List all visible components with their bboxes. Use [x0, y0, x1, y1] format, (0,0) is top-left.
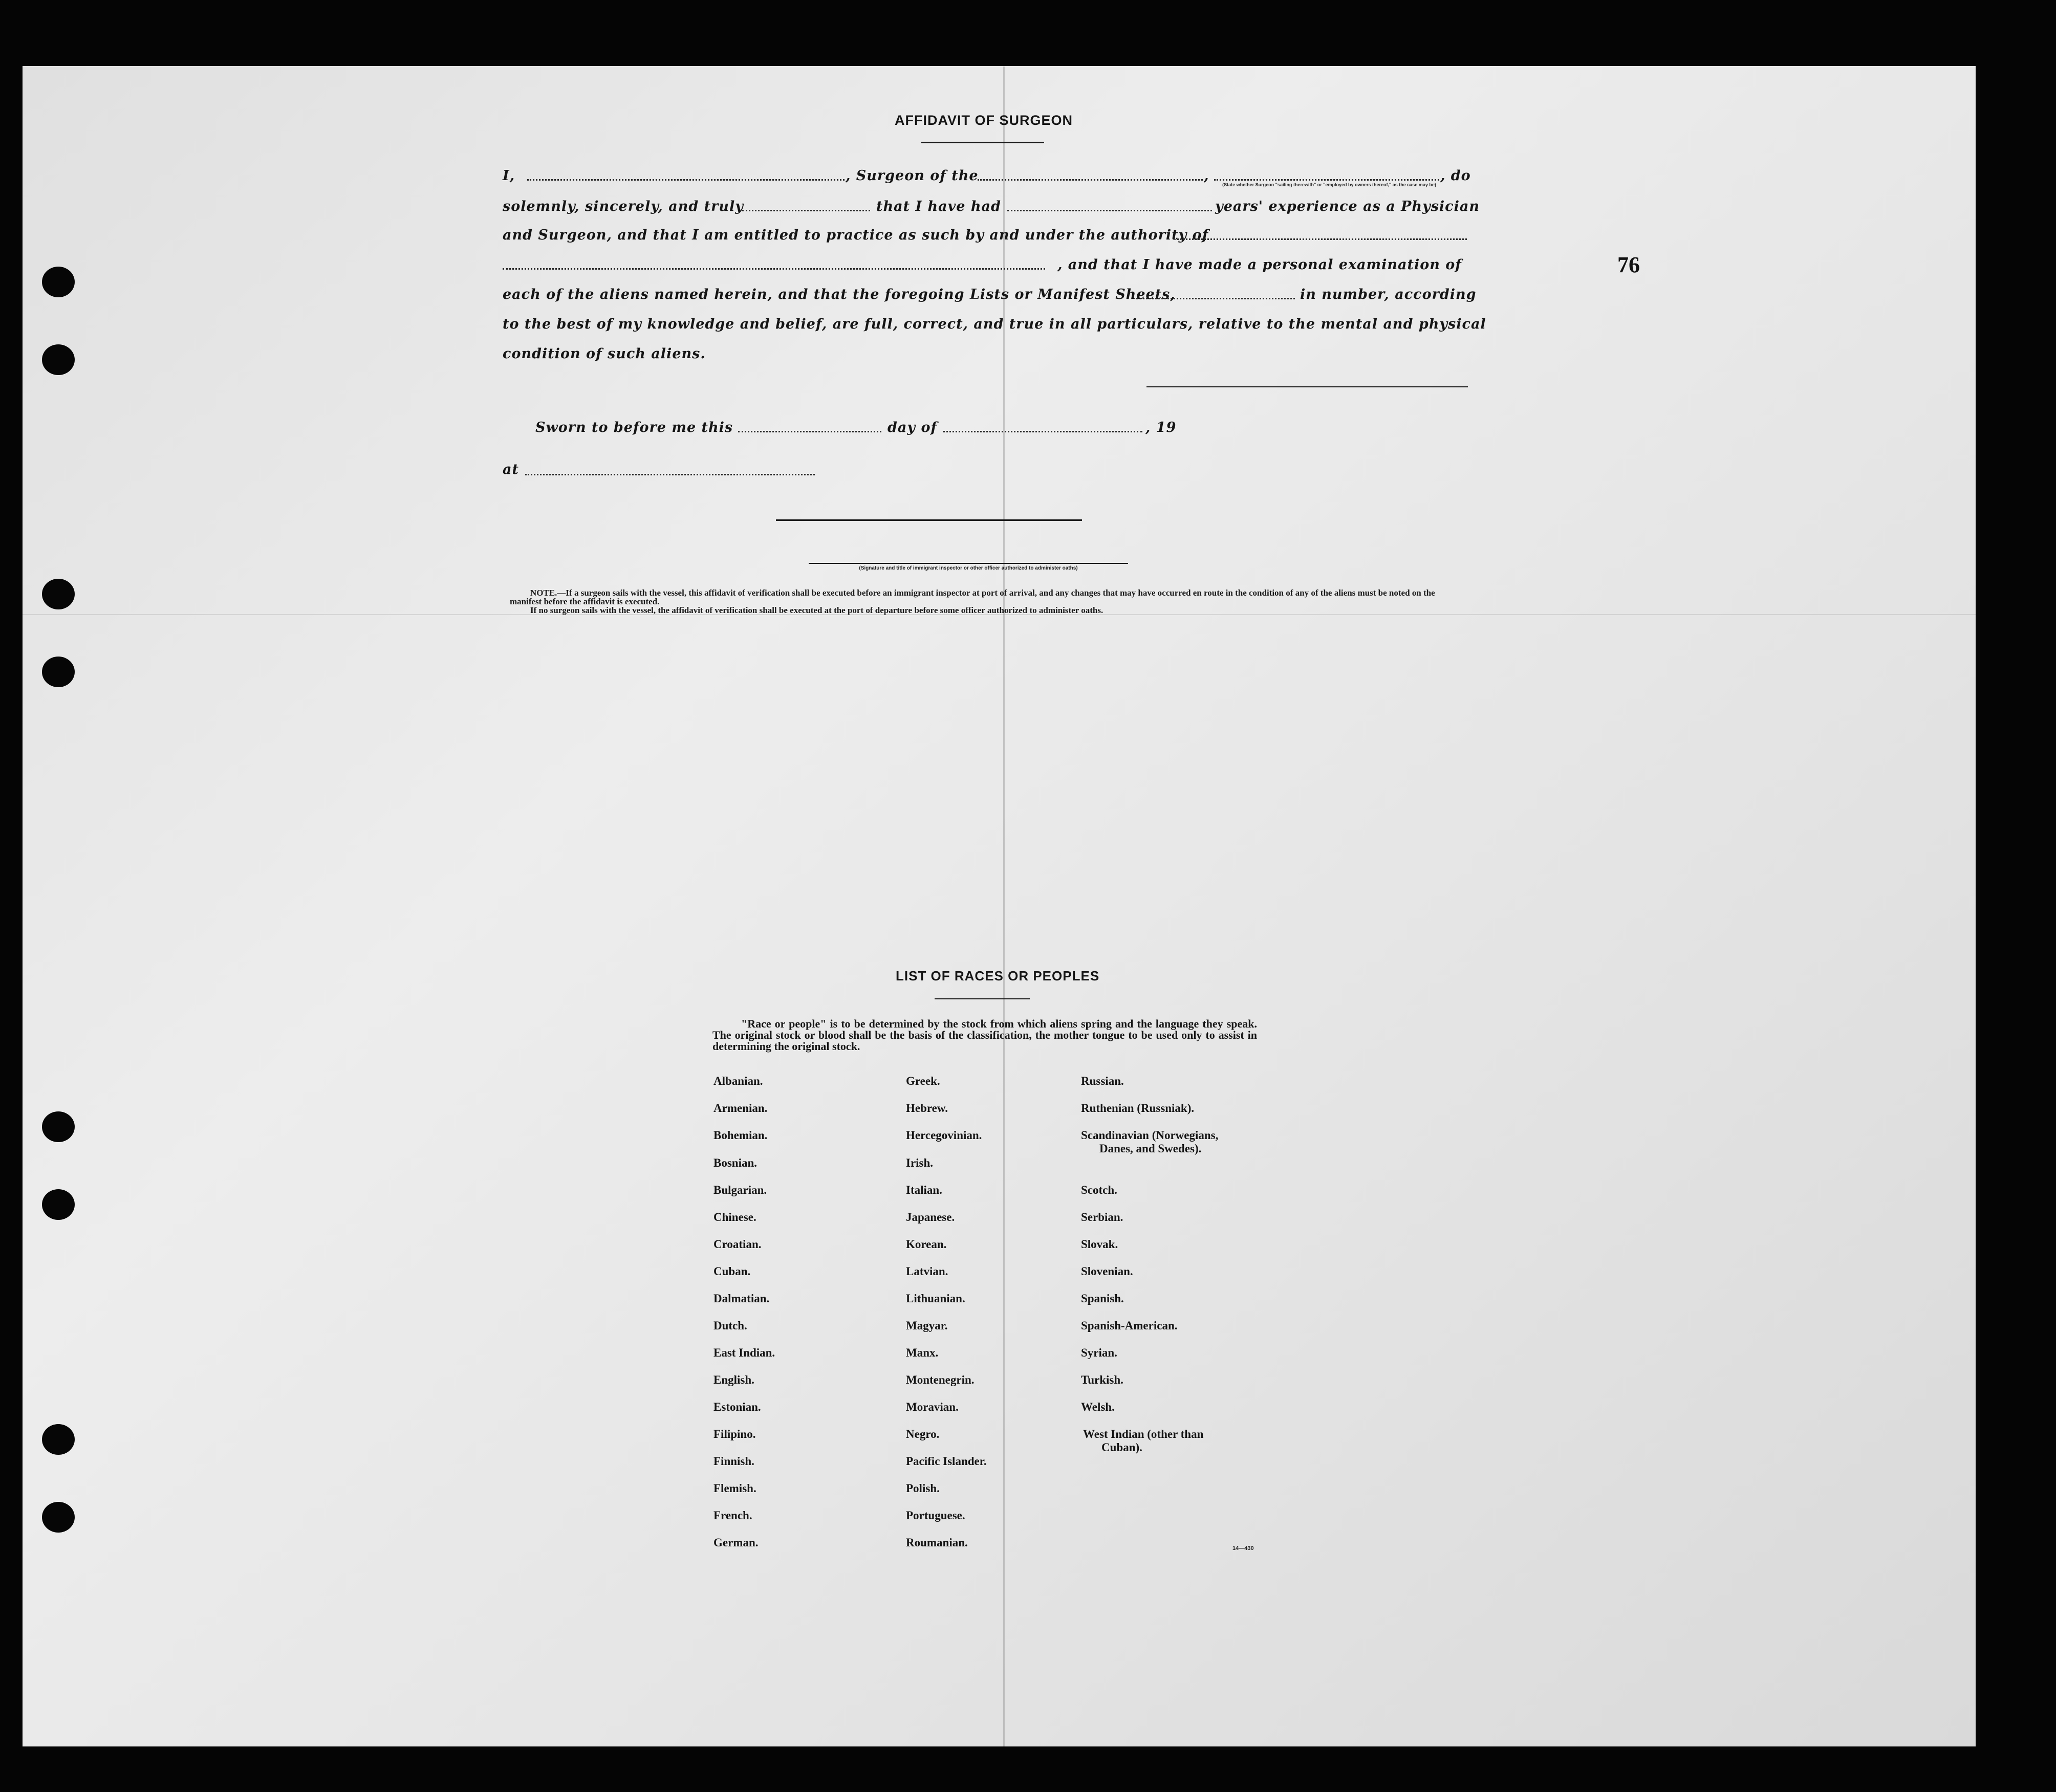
race-item: Filipino.: [713, 1428, 756, 1440]
race-item: Scotch.: [1081, 1184, 1117, 1196]
race-item: English.: [713, 1373, 754, 1386]
text-personal-examination: , and that I have made a personal examination of: [1057, 257, 1462, 273]
text-day-of: day of: [888, 420, 938, 435]
day-blank[interactable]: [738, 431, 881, 432]
race-item: Negro.: [906, 1428, 940, 1440]
race-item: Albanian.: [713, 1075, 763, 1087]
affidavit-line-1: [503, 168, 515, 184]
race-item: Japanese.: [906, 1211, 955, 1223]
race-item: Lithuanian.: [906, 1292, 965, 1305]
race-item: Slovak.: [1081, 1238, 1118, 1251]
race-item: West Indian (other than: [1083, 1428, 1204, 1440]
month-blank[interactable]: [943, 431, 1142, 432]
race-item: Hebrew.: [906, 1102, 948, 1114]
race-item: Magyar.: [906, 1319, 948, 1332]
race-item: Chinese.: [713, 1211, 756, 1223]
race-item: Dutch.: [713, 1319, 747, 1332]
race-item: Pacific Islander.: [906, 1455, 987, 1468]
punch-hole: [42, 1424, 75, 1455]
years-blank[interactable]: [1007, 210, 1212, 211]
swear-blank[interactable]: [742, 210, 870, 211]
text-condition: condition of such aliens.: [503, 346, 706, 362]
note-no-surgeon: If no surgeon sails with the vessel, the affidavit of verification shall be executed at the port of departure before some officer authorized to administer oaths.: [530, 605, 1103, 615]
punch-hole: [42, 657, 75, 687]
race-item: Portuguese.: [906, 1509, 965, 1522]
name-blank[interactable]: [527, 179, 845, 181]
races-title: LIST OF RACES OR PEOPLES: [896, 968, 1100, 984]
text-years-experience: years' experience as a Physician: [1215, 199, 1480, 214]
race-item: Slovenian.: [1081, 1265, 1133, 1278]
race-item: Italian.: [906, 1184, 942, 1196]
race-item: Polish.: [906, 1482, 940, 1495]
races-intro: "Race or people" is to be determined by the stock from which aliens spring and the language they speak. The original stock or blood shall be the basis of the classification, the mother tongue to be used only to assist in determining the original stock.: [712, 1017, 1257, 1053]
race-item: Bulgarian.: [713, 1184, 767, 1196]
punch-hole: [42, 579, 75, 609]
text-i-have-had: that I have had: [876, 199, 1001, 214]
authority-blank[interactable]: [1177, 238, 1467, 240]
text-sworn: Sworn to before me this: [535, 420, 733, 435]
title-underline: [921, 142, 1044, 143]
text-i: I,: [503, 168, 515, 184]
race-item: Russian.: [1081, 1075, 1124, 1087]
race-item: Armenian.: [713, 1102, 768, 1114]
race-item: Korean.: [906, 1238, 947, 1251]
text-surgeon-of: , Surgeon of the: [846, 168, 979, 184]
race-item: Manx.: [906, 1346, 939, 1359]
race-item: German.: [713, 1536, 759, 1549]
race-item: Greek.: [906, 1075, 940, 1087]
race-item: Estonian.: [713, 1401, 761, 1413]
place-blank[interactable]: [525, 474, 815, 475]
text-comma: ,: [1204, 168, 1209, 184]
text-knowledge: to the best of my knowledge and belief, are full, correct, and true in all particulars, relative to the mental and physical: [503, 316, 1486, 332]
surgeon-status-note: (State whether Surgeon "sailing therewith" or "employed by owners thereof," as the case may be): [1222, 182, 1436, 187]
punch-hole: [42, 1189, 75, 1220]
caption-rule: [809, 563, 1128, 564]
sheets-count-blank[interactable]: [1136, 298, 1295, 299]
race-item: Cuban.: [713, 1265, 751, 1278]
punch-hole: [42, 267, 75, 297]
text-at: at: [503, 462, 519, 477]
race-item: Spanish-American.: [1081, 1319, 1178, 1332]
race-item: East Indian.: [713, 1346, 775, 1359]
affidavit-note: [510, 588, 1469, 615]
text-solemnly: solemnly, sincerely, and truly: [503, 199, 744, 214]
race-item: Roumanian.: [906, 1536, 968, 1549]
race-item: Flemish.: [713, 1482, 756, 1495]
punch-hole: [42, 1111, 75, 1142]
affidavit-title: AFFIDAVIT OF SURGEON: [895, 113, 1073, 128]
race-item: Serbian.: [1081, 1211, 1123, 1223]
race-item: Bosnian.: [713, 1156, 758, 1169]
race-item: Cuban).: [1101, 1441, 1142, 1454]
race-item: Welsh.: [1081, 1401, 1115, 1413]
text-manifest-sheets: each of the aliens named herein, and that the foregoing Lists or Manifest Sheets,: [503, 287, 1176, 302]
race-item: Bohemian.: [713, 1129, 768, 1142]
race-item: Hercegovinian.: [906, 1129, 982, 1142]
race-item: Moravian.: [906, 1401, 959, 1413]
race-item: Croatian.: [713, 1238, 762, 1251]
race-item: Spanish.: [1081, 1292, 1124, 1305]
form-number: 14—430: [1232, 1545, 1254, 1551]
race-item: Danes, and Swedes).: [1099, 1142, 1202, 1155]
races-title-underline: [935, 998, 1030, 999]
race-item: Finnish.: [713, 1455, 754, 1468]
race-item: French.: [713, 1509, 752, 1522]
note-surgeon-sails: NOTE.—If a surgeon sails with the vessel, this affidavit of verification shall be executed before an immigrant inspector at port of arrival, and any changes that may have occurred en route in the condition of any of the aliens must be noted on the manifest before the affidavit is executed.: [510, 588, 1435, 606]
race-item: Scandinavian (Norwegians,: [1081, 1129, 1219, 1142]
surgeon-signature-line[interactable]: [1146, 386, 1468, 387]
vessel-blank[interactable]: [978, 179, 1203, 181]
race-item: Montenegrin.: [906, 1373, 975, 1386]
race-item: Dalmatian.: [713, 1292, 770, 1305]
race-item: Irish.: [906, 1156, 934, 1169]
text-in-number: in number, according: [1300, 287, 1477, 302]
inspector-signature-line[interactable]: [776, 519, 1082, 521]
race-item: Ruthenian (Russniak).: [1081, 1102, 1195, 1114]
punch-hole: [42, 1502, 75, 1533]
race-item: Syrian.: [1081, 1346, 1117, 1359]
text-19: , 19: [1145, 420, 1177, 435]
signature-caption: (Signature and title of immigrant inspector or other officer authorized to administer oaths): [859, 565, 1078, 571]
text-do: , do: [1440, 168, 1471, 184]
punch-hole: [42, 344, 75, 375]
race-item: Latvian.: [906, 1265, 948, 1278]
race-item: Turkish.: [1081, 1373, 1123, 1386]
authority-blank-2[interactable]: [503, 268, 1045, 270]
text-authority: and Surgeon, and that I am entitled to practice as such by and under the authority of: [503, 227, 1209, 243]
status-blank[interactable]: [1214, 179, 1439, 181]
page-number: 76: [1617, 252, 1640, 277]
